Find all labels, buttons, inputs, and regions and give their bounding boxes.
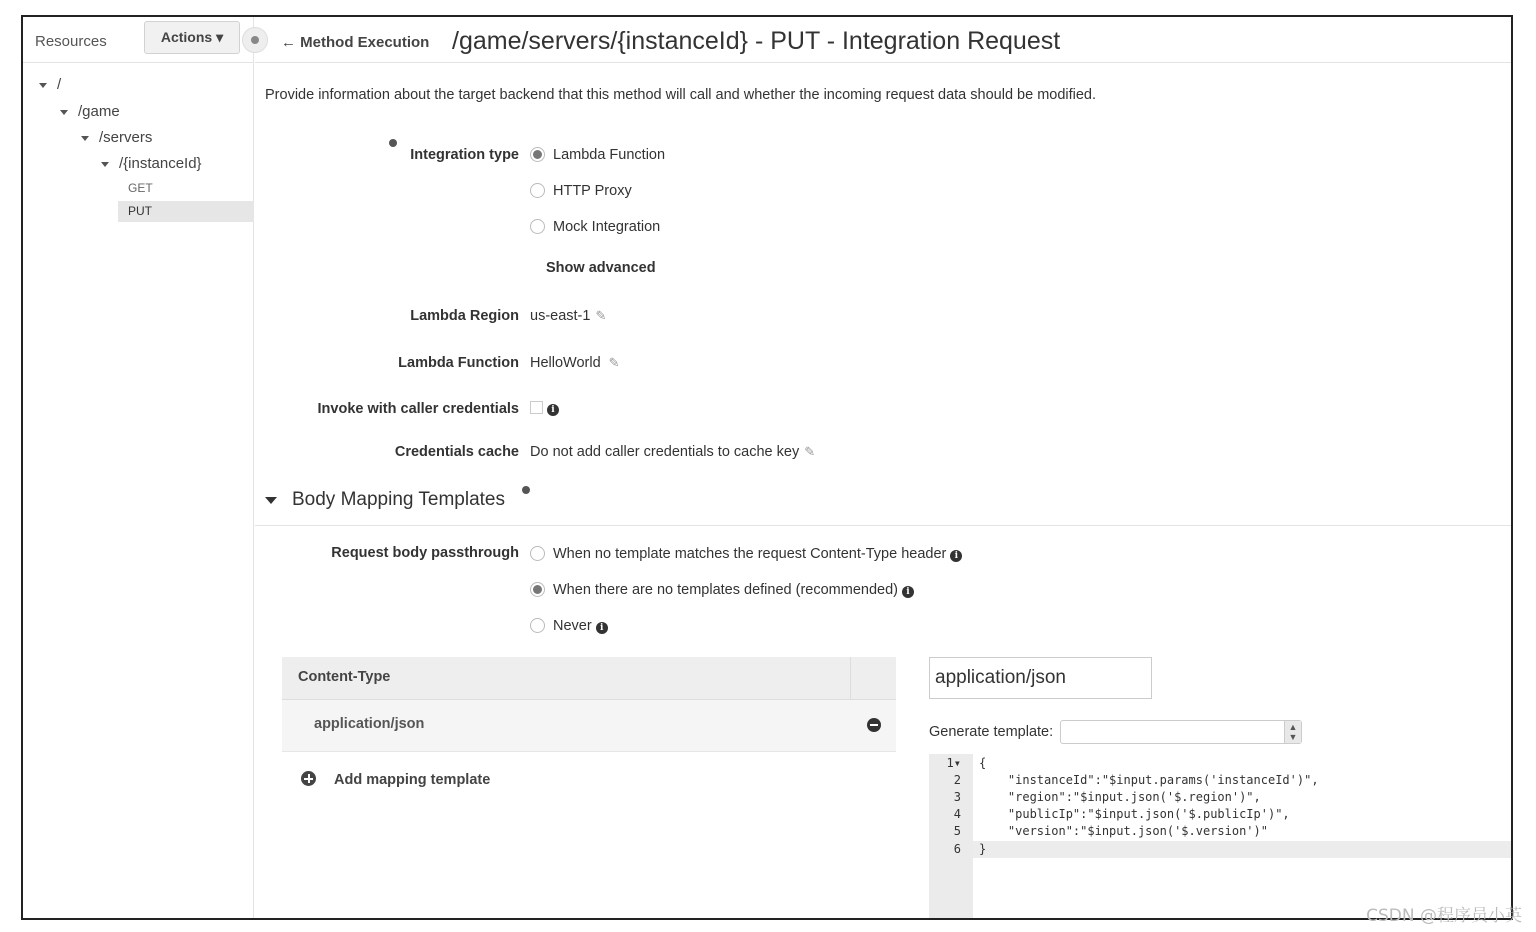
info-icon[interactable]: i: [950, 550, 962, 562]
content-type-table: [282, 657, 896, 752]
integration-request-panel: [255, 17, 1511, 918]
tree-item-root[interactable]: [39, 76, 61, 93]
radio-passthrough-when-no-templates[interactable]: [530, 582, 914, 598]
radio-label: When no template matches the request Content-Type header: [553, 546, 947, 562]
column-header-content-type: Content-Type: [298, 669, 391, 685]
tree-item-instanceid[interactable]: [101, 155, 202, 172]
mapping-template-editor[interactable]: [929, 754, 1511, 920]
lambda-function-value: [530, 355, 620, 371]
caret-down-icon[interactable]: [101, 162, 109, 167]
invoke-caller-credentials-control: [530, 400, 559, 416]
integration-type-label: Integration type: [410, 147, 519, 163]
line-number: 3: [953, 790, 961, 804]
tree-item-label: /game: [78, 103, 120, 120]
watermark: CSDN @程序员小英: [1366, 906, 1522, 926]
caret-down-icon[interactable]: [39, 83, 47, 88]
generate-template-label: Generate template:: [929, 724, 1054, 740]
required-indicator-icon: [522, 486, 530, 494]
column-divider: [850, 657, 851, 700]
radio-lambda-function[interactable]: [530, 147, 665, 163]
lambda-region-value: [530, 308, 606, 324]
info-icon[interactable]: i: [902, 586, 914, 598]
active-line-highlight: [973, 841, 1511, 858]
radio-passthrough-when-no-match[interactable]: [530, 546, 962, 562]
pencil-icon[interactable]: ✎: [608, 355, 620, 370]
content-type-cell: application/json: [314, 716, 425, 732]
credentials-cache-value: [530, 444, 815, 460]
method-put[interactable]: PUT: [118, 201, 254, 222]
page-description: Provide information about the target backend that this method will call and whether the incoming request data should be modified.: [265, 87, 1097, 103]
line-number: 1▾: [946, 756, 961, 770]
add-circle-icon: [301, 771, 316, 786]
show-advanced-link[interactable]: Show advanced: [546, 260, 656, 276]
caret-down-icon[interactable]: [81, 136, 89, 141]
info-icon[interactable]: i: [596, 622, 608, 634]
radio-passthrough-never[interactable]: [530, 618, 608, 634]
sidebar-header: [23, 17, 254, 63]
required-indicator-icon: [389, 139, 397, 147]
lambda-region-text: us-east-1: [530, 308, 591, 324]
radio-label: Mock Integration: [553, 219, 661, 235]
code-line: "version":"$input.json('$.version')": [979, 824, 1268, 838]
caret-down-icon[interactable]: [60, 110, 68, 115]
page-title: /game/servers/{instanceId} - PUT - Integration Request: [452, 27, 1061, 55]
info-icon[interactable]: i: [547, 404, 559, 416]
invoke-caller-credentials-label: Invoke with caller credentials: [317, 401, 519, 417]
actions-dropdown-button[interactable]: Actions ▾: [144, 21, 240, 54]
line-number: 4: [953, 807, 961, 821]
generate-template-select[interactable]: [1060, 720, 1302, 744]
radio-unchecked-icon[interactable]: [530, 618, 545, 633]
back-to-method-execution-link[interactable]: ← Method Execution: [281, 34, 430, 51]
collapse-sidebar-button[interactable]: [242, 27, 268, 53]
section-title: Body Mapping Templates: [292, 489, 505, 510]
lambda-region-label: Lambda Region: [410, 308, 519, 324]
table-header: [282, 657, 896, 700]
radio-label: When there are no templates defined (recommended): [553, 582, 898, 598]
add-mapping-template-button[interactable]: [301, 771, 490, 788]
radio-checked-icon[interactable]: [530, 582, 545, 597]
section-divider: [255, 525, 1511, 526]
tree-item-label: /{instanceId}: [119, 155, 202, 172]
invoke-caller-credentials-checkbox[interactable]: [530, 401, 543, 414]
radio-unchecked-icon[interactable]: [530, 183, 545, 198]
radio-label: Lambda Function: [553, 147, 666, 163]
resources-label: Resources: [35, 33, 107, 50]
code-line: "publicIp":"$input.json('$.publicIp')",: [979, 807, 1290, 821]
table-row[interactable]: [282, 700, 896, 752]
code-line: }: [979, 842, 987, 856]
select-arrows-icon: ▲ ▼: [1284, 721, 1301, 743]
code-line: "region":"$input.json('$.region')",: [979, 790, 1261, 804]
lambda-function-label: Lambda Function: [398, 355, 519, 371]
pencil-icon[interactable]: ✎: [804, 444, 816, 459]
radio-http-proxy[interactable]: [530, 183, 632, 199]
page-header: [255, 17, 1511, 63]
radio-mock-integration[interactable]: [530, 219, 660, 235]
pencil-icon[interactable]: ✎: [595, 308, 607, 323]
radio-label: Never: [553, 618, 592, 634]
code-line: "instanceId":"$input.params('instanceId')",: [979, 773, 1319, 787]
radio-label: HTTP Proxy: [553, 183, 632, 199]
method-get[interactable]: GET: [128, 181, 153, 195]
tree-item-servers[interactable]: [81, 129, 152, 146]
tree-item-label: /: [57, 76, 62, 93]
resources-sidebar: [23, 17, 254, 918]
lambda-function-text: HelloWorld: [530, 355, 601, 371]
credentials-cache-text: Do not add caller credentials to cache key: [530, 444, 800, 460]
radio-unchecked-icon[interactable]: [530, 546, 545, 561]
tree-item-game[interactable]: [60, 103, 120, 120]
credentials-cache-label: Credentials cache: [394, 444, 519, 460]
tree-item-label: /servers: [99, 129, 153, 146]
line-number: 6: [953, 842, 961, 856]
radio-unchecked-icon[interactable]: [530, 219, 545, 234]
code-line: {: [979, 756, 987, 770]
line-number: 5: [953, 824, 961, 838]
line-number: 2: [953, 773, 961, 787]
request-body-passthrough-label: Request body passthrough: [331, 545, 519, 561]
add-mapping-template-label: Add mapping template: [334, 772, 491, 788]
remove-icon[interactable]: [867, 718, 881, 732]
caret-down-icon[interactable]: [265, 497, 277, 504]
console-window: [21, 15, 1513, 920]
content-type-input[interactable]: [929, 657, 1152, 699]
radio-checked-icon[interactable]: [530, 147, 545, 162]
